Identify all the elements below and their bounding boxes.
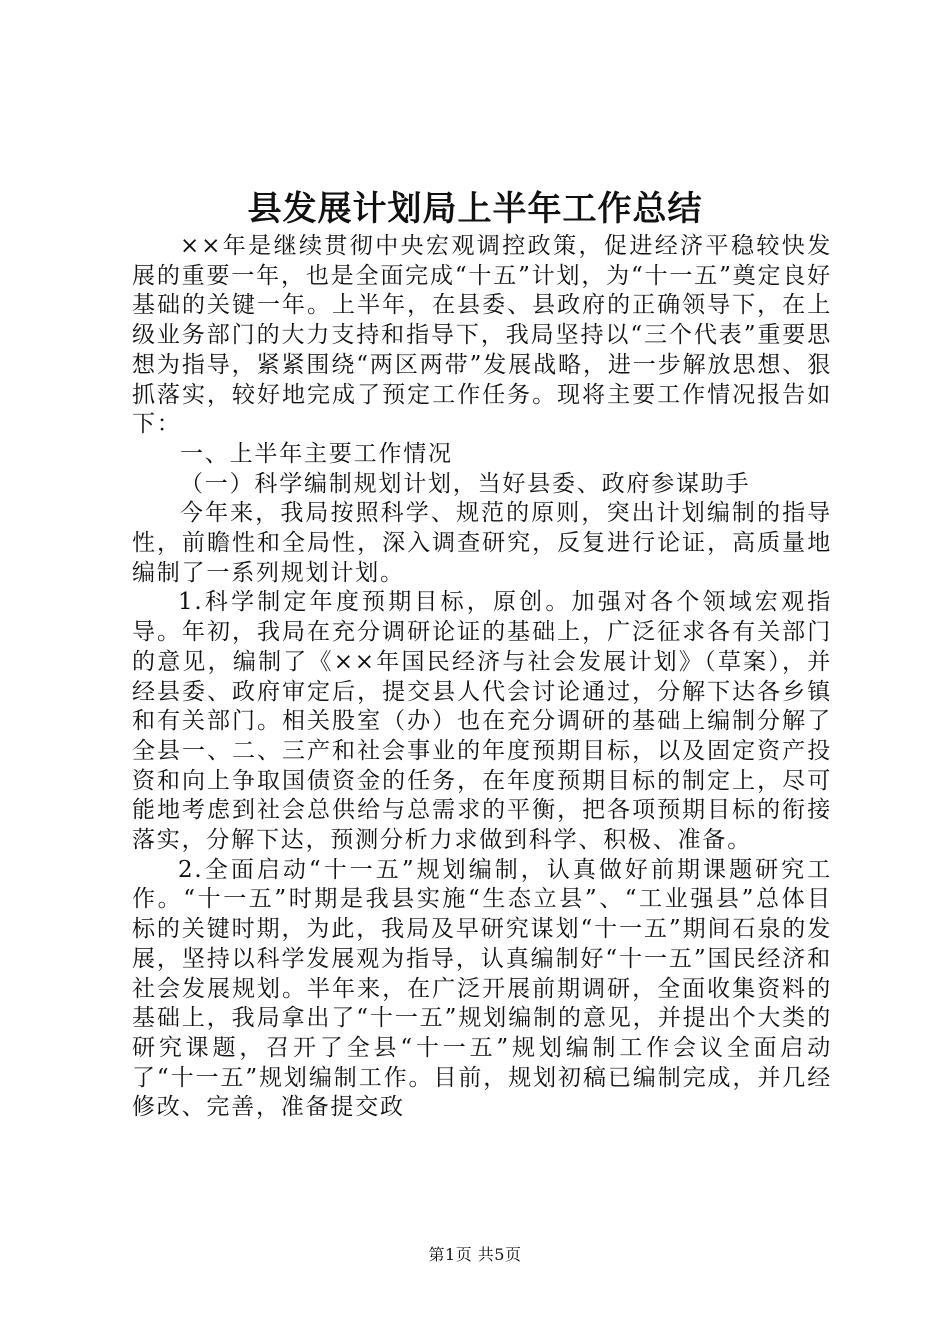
- document-title: 县发展计划局上半年工作总结: [247, 189, 703, 229]
- subsection-heading: （一）科学编制规划计划，当好县委、政府参谋助手: [180, 470, 751, 497]
- document-body: [132, 232, 832, 1123]
- paragraph-item-1: 1.科学制定年度预期目标，原创。加强对各个领域宏观指导。年初，我局在充分调研论证的基础上，广泛征求各有关部门的意见，编制了《××年国民经济与社会发展计划》（草案），并经县委、政府审定后，提交县人代会讨论通过，分解下达各乡镇和有关部门。相关股室（办）也在充分调研的基础上编制分解了全县一、二、三产和社会事业的年度预期目标，以及固定资产投资和向上争取国债资金的任务，在年度预期目标的制定上，尽可能地考虑到社会总供给与总需求的平衡，把各项预期目标的衔接落实，分解下达，预测分析力求做到科学、积极、准备。: [132, 589, 832, 854]
- section-heading: 一、上半年主要工作情况: [180, 440, 453, 467]
- paragraph-intro: ××年是继续贯彻中央宏观调控政策，促进经济平稳较快发展的重要一年，也是全面完成“十五”计划，为“十一五”奠定良好基础的关键一年。上半年，在县委、县政府的正确领导下，在上级业务部门的大力支持和指导下，我局坚持以“三个代表”重要思想为指导，紧紧围绕“两区两带”发展战略，进一步解放思想、狠抓落实，较好地完成了预定工作任务。现将主要工作情况报告如下：: [132, 233, 832, 438]
- paragraph-item-2: 2.全面启动“十一五”规划编制，认真做好前期课题研究工作。“十一五”时期是我县实施“生态立县”、“工业强县”总体目标的关键时期，为此，我局及早研究谋划“十一五”期间石泉的发展，坚持以科学发展观为指导，认真编制好“十一五”国民经济和社会发展规划。半年来，在广泛开展前期调研，全面收集资料的基础上，我局拿出了“十一五”规划编制的意见，并提出个大类的研究课题，召开了全县“十一五”规划编制工作会议全面启动了“十一五”规划编制工作。目前，规划初稿已编制完成，并几经修改、完善，准备提交政: [132, 856, 832, 1121]
- page-footer: 第1页 共5页: [428, 1245, 522, 1264]
- paragraph-overview: 今年来，我局按照科学、规范的原则，突出计划编制的指导性，前瞻性和全局性，深入调查研究，反复进行论证，高质量地编制了一系列规划计划。: [132, 500, 832, 586]
